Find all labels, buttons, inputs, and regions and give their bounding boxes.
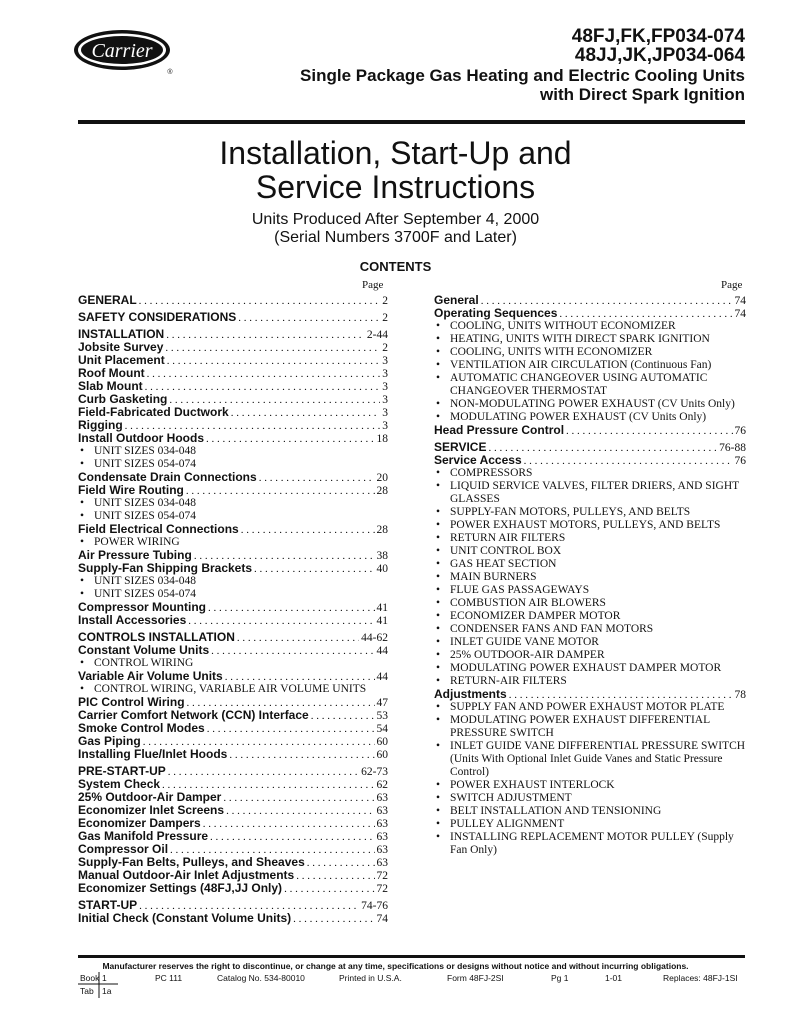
toc-subitem-text: BELT INSTALLATION AND TENSIONING [450, 805, 662, 817]
toc-entry-page: 3 [382, 407, 388, 419]
product-description-line1: Single Package Gas Heating and Electric Cooling Units [300, 66, 745, 85]
toc-subitem [434, 662, 746, 675]
toc-entry-page: 41 [376, 615, 388, 627]
toc-subitem [434, 779, 746, 792]
bullet-icon: • [436, 532, 441, 544]
toc-entry-page: 3 [382, 368, 388, 380]
toc-entry-page: 2 [382, 342, 388, 354]
toc-subitem [434, 584, 746, 597]
dot-leader [311, 710, 375, 723]
toc-entry-label: Economizer Dampers [78, 816, 201, 830]
toc-entry[interactable] [434, 454, 746, 467]
toc-entry-label: Operating Sequences [434, 306, 558, 320]
toc-entry-page: 72 [376, 883, 388, 895]
toc-subitem [434, 480, 746, 506]
toc-entry-label: Field-Fabricated Ductwork [78, 405, 229, 419]
toc-entry-page: 3 [382, 394, 388, 406]
toc-subitem [434, 636, 746, 649]
toc-subitem-text: LIQUID SERVICE VALVES, FILTER DRIERS, AND SIGHT GLASSES [450, 480, 739, 505]
bullet-icon: • [436, 558, 441, 570]
document-subtitle [0, 211, 791, 247]
bullet-icon: • [436, 818, 441, 830]
disclaimer: Manufacturer reserves the right to discontinue, or change at any time, specifications or designs without notice and without incurring obligations. [102, 961, 689, 971]
toc-entry-page: 54 [376, 723, 388, 735]
bullet-icon: • [436, 623, 441, 635]
toc-entry[interactable] [78, 294, 388, 307]
toc-entry-page: 18 [376, 433, 388, 445]
toc-subitem-text: INLET GUIDE VANE DIFFERENTIAL PRESSURE SWITCH (Units With Optional Inlet Guide Vanes and Static Pressure Control) [450, 740, 746, 778]
toc-subitem-text: COOLING, UNITS WITH ECONOMIZER [450, 346, 653, 358]
document-title [0, 136, 791, 204]
toc-entry-label: Compressor Mounting [78, 600, 206, 614]
toc-entry[interactable] [78, 562, 388, 575]
toc-subitem [434, 831, 746, 857]
toc-entry[interactable] [78, 523, 388, 536]
bullet-icon: • [80, 445, 85, 457]
toc-entry-page: 76-88 [719, 442, 746, 454]
toc-subitem [434, 818, 746, 831]
toc-entry-page: 40 [376, 563, 388, 575]
toc-subitem [434, 805, 746, 818]
toc-entry[interactable] [78, 882, 388, 895]
bullet-icon: • [436, 519, 441, 531]
dot-leader [296, 870, 374, 883]
bullet-icon: • [436, 792, 441, 804]
toc-entry-label: GENERAL [78, 293, 137, 307]
bullet-icon: • [436, 675, 441, 687]
page-column-label-right: Page [721, 279, 743, 291]
bullet-icon: • [436, 359, 441, 371]
bullet-icon: • [436, 467, 441, 479]
toc-subitem-text: UNIT SIZES 054-074 [94, 588, 197, 600]
bullet-icon: • [436, 545, 441, 557]
toc-subitem-text: UNIT SIZES 054-074 [94, 458, 197, 470]
bullet-icon: • [436, 662, 441, 674]
toc-subitem [434, 398, 746, 411]
dot-leader [566, 425, 732, 438]
toc-entry-label: 25% Outdoor-Air Damper [78, 790, 222, 804]
toc-subitem [434, 610, 746, 623]
dot-leader [259, 472, 375, 485]
bullet-icon: • [436, 740, 441, 752]
toc-subitem [434, 714, 746, 740]
contents-heading: CONTENTS [359, 259, 432, 274]
tab-value: 1a [102, 986, 112, 996]
bullet-icon: • [80, 683, 85, 695]
toc-entry-page: 74 [376, 913, 388, 925]
toc-subitem-text: NON-MODULATING POWER EXHAUST (CV Units Only) [450, 398, 735, 410]
toc-subitem-text: FLUE GAS PASSAGEWAYS [450, 584, 590, 596]
toc-entry-page: 38 [376, 550, 388, 562]
toc-entry-label: Condensate Drain Connections [78, 470, 257, 484]
toc-entry[interactable] [78, 670, 388, 683]
toc-entry-page: 53 [376, 710, 388, 722]
dot-leader [223, 792, 374, 805]
bullet-icon: • [436, 506, 441, 518]
bullet-icon: • [436, 610, 441, 622]
toc-subitem [434, 467, 746, 480]
toc-entry-label: Service Access [434, 453, 522, 467]
toc-entry-page: 60 [376, 736, 388, 748]
bullet-icon: • [80, 510, 85, 522]
toc-subitem-text: SUPPLY FAN AND POWER EXHAUST MOTOR PLATE [450, 701, 725, 713]
toc-entry-page: 28 [376, 524, 388, 536]
toc-subitem-text: PULLEY ALIGNMENT [450, 818, 565, 830]
toc-entry-page: 76 [734, 455, 746, 467]
toc-subitem-text: ECONOMIZER DAMPER MOTOR [450, 610, 621, 622]
toc-entry-label: Slab Mount [78, 379, 143, 393]
toc-entry-page: 62-73 [361, 766, 388, 778]
printed-in: Printed in U.S.A. [339, 973, 402, 983]
toc-subitem [434, 597, 746, 610]
dot-leader [293, 913, 374, 926]
toc-entry-page: 2 [382, 295, 388, 307]
toc-subitem-text: INSTALLING REPLACEMENT MOTOR PULLEY (Supply Fan Only) [450, 831, 734, 856]
toc-subitem-text: POWER EXHAUST MOTORS, PULLEYS, AND BELTS [450, 519, 721, 531]
dot-leader [237, 632, 359, 645]
bullet-icon: • [436, 333, 441, 345]
toc-subitem [434, 649, 746, 662]
toc-entry-page: 63 [376, 844, 388, 856]
toc-entry-page: 74 [734, 295, 746, 307]
toc-left-column [78, 294, 388, 925]
toc-subitem [434, 372, 746, 398]
toc-subitem-text: MODULATING POWER EXHAUST DIFFERENTIAL PRESSURE SWITCH [450, 714, 710, 739]
bullet-icon: • [436, 636, 441, 648]
toc-entry-label: Rigging [78, 418, 123, 432]
toc-subitem-text: UNIT CONTROL BOX [450, 545, 562, 557]
toc-entry-label: PIC Control Wiring [78, 695, 185, 709]
toc-entry-page: 41 [376, 602, 388, 614]
dot-leader [284, 883, 374, 896]
toc-entry-label: Adjustments [434, 687, 507, 701]
toc-entry-page: 78 [734, 689, 746, 701]
dot-leader [147, 368, 381, 381]
subtitle-line1: Units Produced After September 4, 2000 [251, 211, 540, 228]
subtitle-line2: (Serial Numbers 3700F and Later) [274, 229, 517, 246]
toc-subitem-text: SWITCH ADJUSTMENT [450, 792, 572, 804]
toc-subitem-text: POWER WIRING [94, 536, 180, 548]
toc-entry-page: 47 [376, 697, 388, 709]
toc-entry-label: Jobsite Survey [78, 340, 164, 354]
toc-entry-label: Field Wire Routing [78, 483, 184, 497]
toc-entry-label: Constant Volume Units [78, 643, 210, 657]
bullet-icon: • [436, 411, 441, 423]
toc-entry-label: Roof Mount [78, 366, 145, 380]
toc-entry-page: 72 [376, 870, 388, 882]
toc-subitem [434, 532, 746, 545]
model-numbers-line1: 48FJ,FK,FP034-074 [571, 26, 745, 47]
form-number: Form 48FJ-2SI [447, 973, 504, 983]
toc-entry-page: 63 [376, 831, 388, 843]
bullet-icon: • [80, 536, 85, 548]
toc-subitem [434, 571, 746, 584]
toc-entry-label: Unit Placement [78, 353, 165, 367]
toc-subitem-text: INLET GUIDE VANE MOTOR [450, 636, 599, 648]
toc-entry-label: SAFETY CONSIDERATIONS [78, 310, 237, 324]
toc-subitem-text: CONTROL WIRING, VARIABLE AIR VOLUME UNITS [94, 683, 367, 695]
bullet-icon: • [80, 458, 85, 470]
toc-entry-label: INSTALLATION [78, 327, 165, 341]
title-line2: Service Instructions [255, 169, 536, 205]
toc-entry-label: Field Electrical Connections [78, 522, 239, 536]
carrier-logo-oval [72, 28, 176, 78]
toc-subitem [434, 320, 746, 333]
toc-subitem [434, 506, 746, 519]
toc-entry[interactable] [434, 307, 746, 320]
dot-leader [210, 831, 374, 844]
footer-rule [78, 955, 745, 958]
toc-entry-label: System Check [78, 777, 161, 791]
book-tab-box [78, 972, 118, 998]
toc-subitem-text: COMBUSTION AIR BLOWERS [450, 597, 606, 609]
toc-entry[interactable] [78, 484, 388, 497]
toc-entry-label: Smoke Control Modes [78, 721, 205, 735]
toc-subitem-text: GAS HEAT SECTION [450, 558, 557, 570]
toc-subitem-text: MODULATING POWER EXHAUST (CV Units Only) [450, 411, 707, 423]
toc-entry-label: Curb Gasketing [78, 392, 168, 406]
toc-subitem [434, 740, 746, 779]
bullet-icon: • [436, 649, 441, 661]
toc-subitem-text: CONTROL WIRING [94, 657, 194, 669]
toc-entry-label: Head Pressure Control [434, 423, 565, 437]
toc-entry-label: General [434, 293, 479, 307]
toc-entry-page: 3 [382, 355, 388, 367]
toc-entry-label: Economizer Inlet Screens [78, 803, 225, 817]
toc-entry-label: Gas Piping [78, 734, 141, 748]
toc-entry[interactable] [434, 424, 746, 437]
carrier-logo [72, 28, 176, 78]
dot-leader [231, 407, 381, 420]
toc-entry-label: Manual Outdoor-Air Inlet Adjustments [78, 868, 295, 882]
catalog-number: Catalog No. 534-80010 [217, 973, 305, 983]
bullet-icon: • [80, 575, 85, 587]
dot-leader [238, 312, 380, 325]
book-label: Book [80, 973, 100, 983]
toc-entry-label: SERVICE [434, 440, 487, 454]
toc-entry-label: Supply-Fan Belts, Pulleys, and Sheaves [78, 855, 305, 869]
toc-entry-page: 63 [376, 857, 388, 869]
toc-entry[interactable] [78, 748, 388, 761]
toc-subitem-text: UNIT SIZES 054-074 [94, 510, 197, 522]
toc-entry-label: Install Outdoor Hoods [78, 431, 204, 445]
toc-subitem [434, 333, 746, 346]
dot-leader [188, 615, 374, 628]
header-rule [78, 120, 745, 124]
dot-leader [167, 355, 381, 368]
toc-entry-label: Compressor Oil [78, 842, 169, 856]
toc-subitem [78, 497, 388, 510]
toc-subitem-text: 25% OUTDOOR-AIR DAMPER [450, 649, 605, 661]
tab-label: Tab [80, 986, 94, 996]
bullet-icon: • [436, 584, 441, 596]
toc-entry-page: 76 [734, 425, 746, 437]
dot-leader [166, 329, 365, 342]
dot-leader [139, 295, 381, 308]
dot-leader [207, 723, 375, 736]
toc-entry-label: PRE-START-UP [78, 764, 166, 778]
toc-subitem-text: AUTOMATIC CHANGEOVER USING AUTOMATIC CHANGEOVER THERMOSTAT [450, 372, 708, 397]
toc-subitem [434, 519, 746, 532]
bullet-icon: • [436, 346, 441, 358]
toc-entry-label: Initial Check (Constant Volume Units) [78, 911, 292, 925]
dot-leader [145, 381, 381, 394]
book-value: 1 [102, 973, 107, 983]
date-code: 1-01 [605, 973, 623, 983]
dot-leader [226, 805, 374, 818]
toc-entry-label: Variable Air Volume Units [78, 669, 223, 683]
toc-entry-page: 44-62 [361, 632, 388, 644]
toc-entry[interactable] [78, 912, 388, 925]
toc-entry[interactable] [78, 614, 388, 627]
title-line1: Installation, Start-Up and [219, 135, 572, 171]
bullet-icon: • [436, 398, 441, 410]
toc-subitem-text: SUPPLY-FAN MOTORS, PULLEYS, AND BELTS [450, 506, 691, 518]
toc-subitem-text: UNIT SIZES 034-048 [94, 445, 197, 457]
toc-entry-label: Install Accessories [78, 613, 187, 627]
toc-entry-page: 3 [382, 420, 388, 432]
toc-entry-page: 2 [382, 312, 388, 324]
toc-entry[interactable] [434, 688, 746, 701]
toc-subitem-text: UNIT SIZES 034-048 [94, 497, 197, 509]
toc-entry-label: START-UP [78, 898, 138, 912]
toc-entry-page: 60 [376, 749, 388, 761]
toc-subitem [434, 558, 746, 571]
toc-subitem-text: RETURN-AIR FILTERS [450, 675, 567, 687]
toc-entry-page: 63 [376, 805, 388, 817]
bullet-icon: • [436, 779, 441, 791]
toc-subitem-text: HEATING, UNITS WITH DIRECT SPARK IGNITION [450, 333, 710, 345]
toc-entry-page: 3 [382, 381, 388, 393]
dot-leader [165, 342, 380, 355]
product-description-line2: with Direct Spark Ignition [540, 85, 745, 104]
toc-entry-label: Gas Manifold Pressure [78, 829, 209, 843]
bullet-icon: • [436, 571, 441, 583]
toc-entry-page: 63 [376, 792, 388, 804]
toc-entry-page: 28 [376, 485, 388, 497]
toc-subitem [78, 445, 388, 458]
toc-entry[interactable] [78, 644, 388, 657]
model-numbers-line2: 48JJ,JK,JP034-064 [574, 45, 745, 66]
bullet-icon: • [80, 657, 85, 669]
toc-subitem [434, 701, 746, 714]
dot-leader [488, 442, 717, 455]
toc-entry-label: Air Pressure Tubing [78, 548, 192, 562]
toc-subitem-text: POWER EXHAUST INTERLOCK [450, 779, 615, 791]
bullet-icon: • [436, 805, 441, 817]
toc-entry-page: 74-76 [361, 900, 388, 912]
bullet-icon: • [436, 831, 441, 843]
toc-subitem [78, 575, 388, 588]
page-column-label-left: Page [362, 279, 384, 291]
toc-entry-page: 44 [376, 645, 388, 657]
toc-entry-page: 62 [376, 779, 388, 791]
toc-entry-page: 63 [376, 818, 388, 830]
toc-subitem-text: MODULATING POWER EXHAUST DAMPER MOTOR [450, 662, 722, 674]
toc-entry-label: Installing Flue/Inlet Hoods [78, 747, 228, 761]
dot-leader [203, 818, 375, 831]
pc-number: PC 111 [155, 973, 183, 983]
toc-subitem [434, 623, 746, 636]
toc-entry-label: CONTROLS INSTALLATION [78, 630, 235, 644]
toc-subitem [434, 545, 746, 558]
dot-leader [168, 766, 359, 779]
toc-entry-page: 20 [376, 472, 388, 484]
dot-leader [307, 857, 375, 870]
toc-entry[interactable] [78, 311, 388, 324]
bullet-icon: • [80, 497, 85, 509]
toc-subitem-text: COOLING, UNITS WITHOUT ECONOMIZER [450, 320, 676, 332]
registered-mark: ® [167, 69, 173, 76]
toc-subitem-text: VENTILATION AIR CIRCULATION (Continuous Fan) [450, 359, 712, 371]
toc-subitem-text: RETURN AIR FILTERS [450, 532, 566, 544]
toc-subitem-text: MAIN BURNERS [450, 571, 537, 583]
replaces-form: Replaces: 48FJ-1SI [663, 973, 738, 983]
toc-entry-label: Carrier Comfort Network (CCN) Interface [78, 708, 309, 722]
bullet-icon: • [436, 597, 441, 609]
toc-entry-page: 74 [734, 308, 746, 320]
toc-subitem-text: CONDENSER FANS AND FAN MOTORS [450, 623, 654, 635]
toc-entry[interactable] [78, 406, 388, 419]
logo-text: Carrier [91, 40, 153, 62]
bullet-icon: • [436, 701, 441, 713]
toc-subitem-text: COMPRESSORS [450, 467, 533, 479]
toc-entry-label: Economizer Settings (48FJ,JJ Only) [78, 881, 283, 895]
toc-entry[interactable] [78, 432, 388, 445]
bullet-icon: • [80, 588, 85, 600]
toc-entry-page: 44 [376, 671, 388, 683]
bullet-icon: • [436, 480, 441, 492]
bullet-icon: • [436, 714, 441, 726]
page-number: Pg 1 [551, 973, 569, 983]
toc-subitem [434, 792, 746, 805]
toc-subitem-text: UNIT SIZES 034-048 [94, 575, 197, 587]
dot-leader [208, 602, 375, 615]
bullet-icon: • [436, 372, 441, 384]
toc-entry-page: 2-44 [366, 329, 388, 341]
bullet-icon: • [436, 320, 441, 332]
toc-entry-label: Supply-Fan Shipping Brackets [78, 561, 253, 575]
toc-right-column [434, 294, 746, 857]
dot-leader [229, 749, 374, 762]
toc-subitem [434, 359, 746, 372]
toc-subitem [434, 346, 746, 359]
